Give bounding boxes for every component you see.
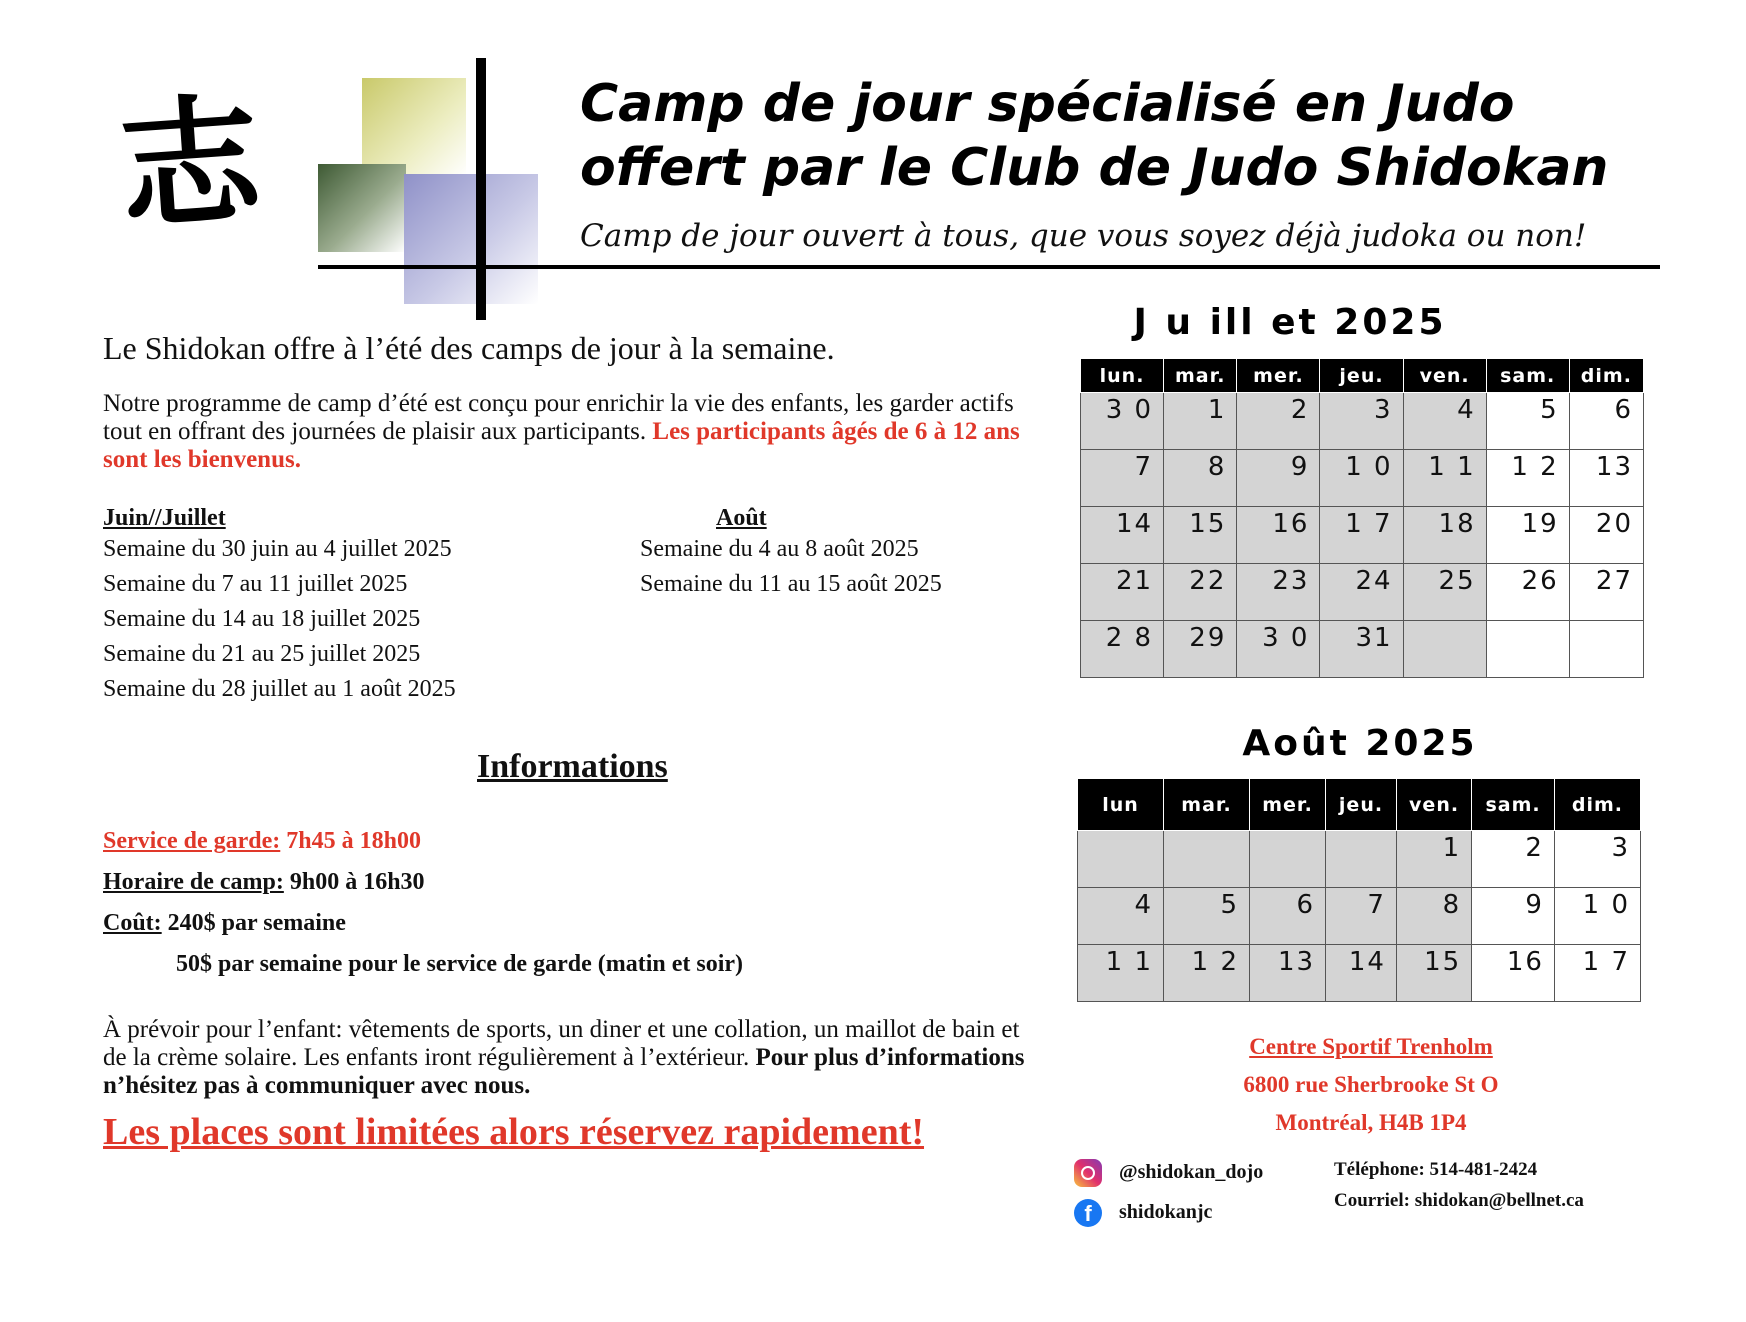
week-item: Semaine du 7 au 11 juillet 2025 — [103, 571, 408, 597]
calendar-day-cell: 13 — [1569, 450, 1643, 507]
facebook-icon: f — [1074, 1199, 1102, 1227]
calendar-day-cell: 4 — [1078, 888, 1164, 945]
info-garde — [103, 828, 421, 855]
contact-phone: Téléphone: 514-481-2424 — [1334, 1159, 1538, 1180]
july-calendar — [1080, 358, 1644, 678]
week-item: Semaine du 4 au 8 août 2025 — [640, 536, 919, 562]
calendar-day-cell — [1078, 831, 1164, 888]
address-city: Montréal, H4B 1P4 — [1275, 1110, 1467, 1135]
weeks-col1-title: Juin//Juillet — [103, 505, 226, 531]
calendar-day-cell: 16 — [1237, 507, 1320, 564]
calendar-day-cell: 1 0 — [1320, 450, 1403, 507]
calendar-day-header: sam. — [1486, 359, 1569, 393]
calendar-day-cell: 1 — [1164, 393, 1237, 450]
calendar-day-header: mar. — [1164, 779, 1250, 831]
calendar-day-cell: 24 — [1320, 564, 1403, 621]
calendar-day-cell: 14 — [1081, 507, 1164, 564]
calendar-day-cell — [1486, 621, 1569, 678]
address-street: 6800 rue Sherbrooke St O — [1243, 1072, 1499, 1097]
calendar-day-cell: 18 — [1403, 507, 1486, 564]
weeks-col-aout — [640, 505, 942, 602]
calendar-day-cell: 2 — [1237, 393, 1320, 450]
calendar-day-cell: 1 7 — [1554, 945, 1640, 1002]
header-divider — [318, 265, 1660, 269]
program-age-highlight: Les participants âgés de 6 à 12 ans sont les bienvenus. — [103, 418, 1020, 473]
calendar-day-cell: 1 — [1396, 831, 1471, 888]
calendar-day-header: mer. — [1250, 779, 1326, 831]
calendar-day-cell: 1 0 — [1554, 888, 1640, 945]
calendar-day-cell: 15 — [1396, 945, 1471, 1002]
decor-vertical-line — [476, 58, 486, 320]
address-block — [1126, 1028, 1616, 1142]
calendar-week-row — [1081, 621, 1644, 678]
calendar-day-cell: 3 — [1554, 831, 1640, 888]
calendar-day-cell: 3 0 — [1081, 393, 1164, 450]
cout-value: 240$ par semaine — [161, 910, 346, 936]
calendar-week-row — [1078, 831, 1641, 888]
calendar-day-header: jeu. — [1326, 779, 1397, 831]
calendar-day-header: lun — [1078, 779, 1164, 831]
calendar-day-cell: 2 8 — [1081, 621, 1164, 678]
week-item: Semaine du 14 au 18 juillet 2025 — [103, 606, 421, 632]
calendar-day-cell: 1 2 — [1486, 450, 1569, 507]
calendar-day-cell: 19 — [1486, 507, 1569, 564]
week-item: Semaine du 11 au 15 août 2025 — [640, 571, 942, 597]
horaire-label: Horaire de camp: — [103, 869, 284, 895]
july-calendar-title: J u ill et 2025 — [1133, 302, 1447, 343]
decor-square-yellow — [362, 78, 466, 176]
garde-label: Service de garde: — [103, 828, 281, 854]
august-calendar — [1077, 778, 1641, 1002]
calendar-day-cell: 15 — [1164, 507, 1237, 564]
calendar-week-row — [1081, 564, 1644, 621]
calendar-day-cell: 27 — [1569, 564, 1643, 621]
calendar-day-cell: 6 — [1569, 393, 1643, 450]
calendar-day-header: dim. — [1554, 779, 1640, 831]
calendar-header-row — [1081, 359, 1644, 393]
info-cout-extra: 50$ par semaine pour le service de garde (matin et soir) — [176, 951, 744, 977]
calendar-day-cell: 7 — [1326, 888, 1397, 945]
limited-places-banner: Les places sont limitées alors réservez rapidement! — [103, 1111, 925, 1153]
calendar-week-row — [1078, 945, 1641, 1002]
calendar-day-cell: 2 — [1472, 831, 1555, 888]
prevoir-bold: Pour plus d’informations n’hésitez pas à communiquer avec nous. — [103, 1044, 1025, 1099]
calendar-day-cell: 1 7 — [1320, 507, 1403, 564]
week-item: Semaine du 21 au 25 juillet 2025 — [103, 641, 421, 667]
instagram-row[interactable] — [1074, 1159, 1263, 1187]
info-horaire — [103, 869, 425, 896]
calendar-day-header: ven. — [1396, 779, 1471, 831]
calendar-day-cell: 5 — [1164, 888, 1250, 945]
calendar-day-cell: 8 — [1164, 450, 1237, 507]
program-paragraph — [103, 390, 1043, 474]
calendar-day-cell: 1 2 — [1164, 945, 1250, 1002]
decor-square-blue — [404, 174, 538, 304]
facebook-row[interactable] — [1074, 1199, 1212, 1227]
calendar-day-cell: 8 — [1396, 888, 1471, 945]
calendar-day-cell: 20 — [1569, 507, 1643, 564]
calendar-day-header: mer. — [1237, 359, 1320, 393]
calendar-week-row — [1081, 507, 1644, 564]
calendar-header-row — [1078, 779, 1641, 831]
week-item: Semaine du 30 juin au 4 juillet 2025 — [103, 536, 452, 562]
calendar-day-cell: 21 — [1081, 564, 1164, 621]
calendar-day-cell: 3 — [1320, 393, 1403, 450]
decor-square-green — [318, 164, 406, 252]
calendar-day-header: mar. — [1164, 359, 1237, 393]
calendar-week-row — [1078, 888, 1641, 945]
calendar-day-header: dim. — [1569, 359, 1643, 393]
address-name: Centre Sportif Trenholm — [1249, 1034, 1493, 1059]
contact-email[interactable]: Courriel: shidokan@bellnet.ca — [1334, 1190, 1584, 1211]
calendar-day-cell: 29 — [1164, 621, 1237, 678]
garde-value: 7h45 à 18h00 — [280, 828, 421, 854]
title-line-2: offert par le Club de Judo Shidokan — [580, 138, 1609, 198]
prevoir-text: À prévoir pour l’enfant: vêtements de sports, un diner et une collation, un maillot de bain et de la crème solaire. Les enfants iront régulièrement à l’extérieur. — [103, 1016, 1020, 1071]
weeks-col-juin-juillet — [103, 505, 456, 707]
calendar-day-cell: 5 — [1486, 393, 1569, 450]
instagram-icon — [1074, 1159, 1102, 1187]
info-title: Informations — [477, 748, 668, 785]
calendar-day-header: ven. — [1403, 359, 1486, 393]
calendar-day-cell: 13 — [1250, 945, 1326, 1002]
calendar-day-cell: 6 — [1250, 888, 1326, 945]
prevoir-paragraph — [103, 1016, 1033, 1100]
calendar-day-cell — [1164, 831, 1250, 888]
calendar-day-cell: 1 1 — [1078, 945, 1164, 1002]
calendar-day-cell: 9 — [1472, 888, 1555, 945]
calendar-day-cell: 16 — [1472, 945, 1555, 1002]
calendar-day-cell: 31 — [1320, 621, 1403, 678]
calendar-day-cell — [1569, 621, 1643, 678]
weeks-col2-title: Août — [716, 505, 767, 531]
title-line-1: Camp de jour spécialisé en Judo — [580, 74, 1515, 134]
info-cout — [103, 910, 346, 937]
calendar-day-header: jeu. — [1320, 359, 1403, 393]
kanji-logo: 志 — [114, 78, 266, 252]
horaire-value: 9h00 à 16h30 — [283, 869, 425, 895]
calendar-day-cell — [1250, 831, 1326, 888]
week-item: Semaine du 28 juillet au 1 août 2025 — [103, 676, 456, 702]
cout-label: Coût: — [103, 910, 162, 936]
calendar-week-row — [1081, 450, 1644, 507]
calendar-day-cell: 22 — [1164, 564, 1237, 621]
intro-text: Le Shidokan offre à l’été des camps de jour à la semaine. — [103, 330, 835, 366]
calendar-day-cell: 23 — [1237, 564, 1320, 621]
calendar-day-cell: 26 — [1486, 564, 1569, 621]
calendar-day-header: sam. — [1472, 779, 1555, 831]
program-text: Notre programme de camp d’été est conçu pour enrichir la vie des enfants, les garder actifs tout en offrant des journées de plaisir aux participants. — [103, 390, 1014, 445]
calendar-day-cell: 9 — [1237, 450, 1320, 507]
page-title — [580, 72, 1700, 200]
calendar-day-cell: 14 — [1326, 945, 1397, 1002]
august-calendar-title: Août 2025 — [1242, 723, 1478, 764]
calendar-day-cell: 25 — [1403, 564, 1486, 621]
facebook-handle[interactable]: shidokanjc — [1119, 1200, 1213, 1223]
calendar-day-header: lun. — [1081, 359, 1164, 393]
calendar-week-row — [1081, 393, 1644, 450]
calendar-day-cell — [1403, 621, 1486, 678]
page-subtitle: Camp de jour ouvert à tous, que vous soyez déjà judoka ou non! — [580, 218, 1587, 254]
calendar-day-cell: 4 — [1403, 393, 1486, 450]
instagram-handle[interactable]: @shidokan_dojo — [1119, 1160, 1264, 1183]
calendar-day-cell: 7 — [1081, 450, 1164, 507]
calendar-day-cell: 1 1 — [1403, 450, 1486, 507]
calendar-day-cell: 3 0 — [1237, 621, 1320, 678]
calendar-day-cell — [1326, 831, 1397, 888]
